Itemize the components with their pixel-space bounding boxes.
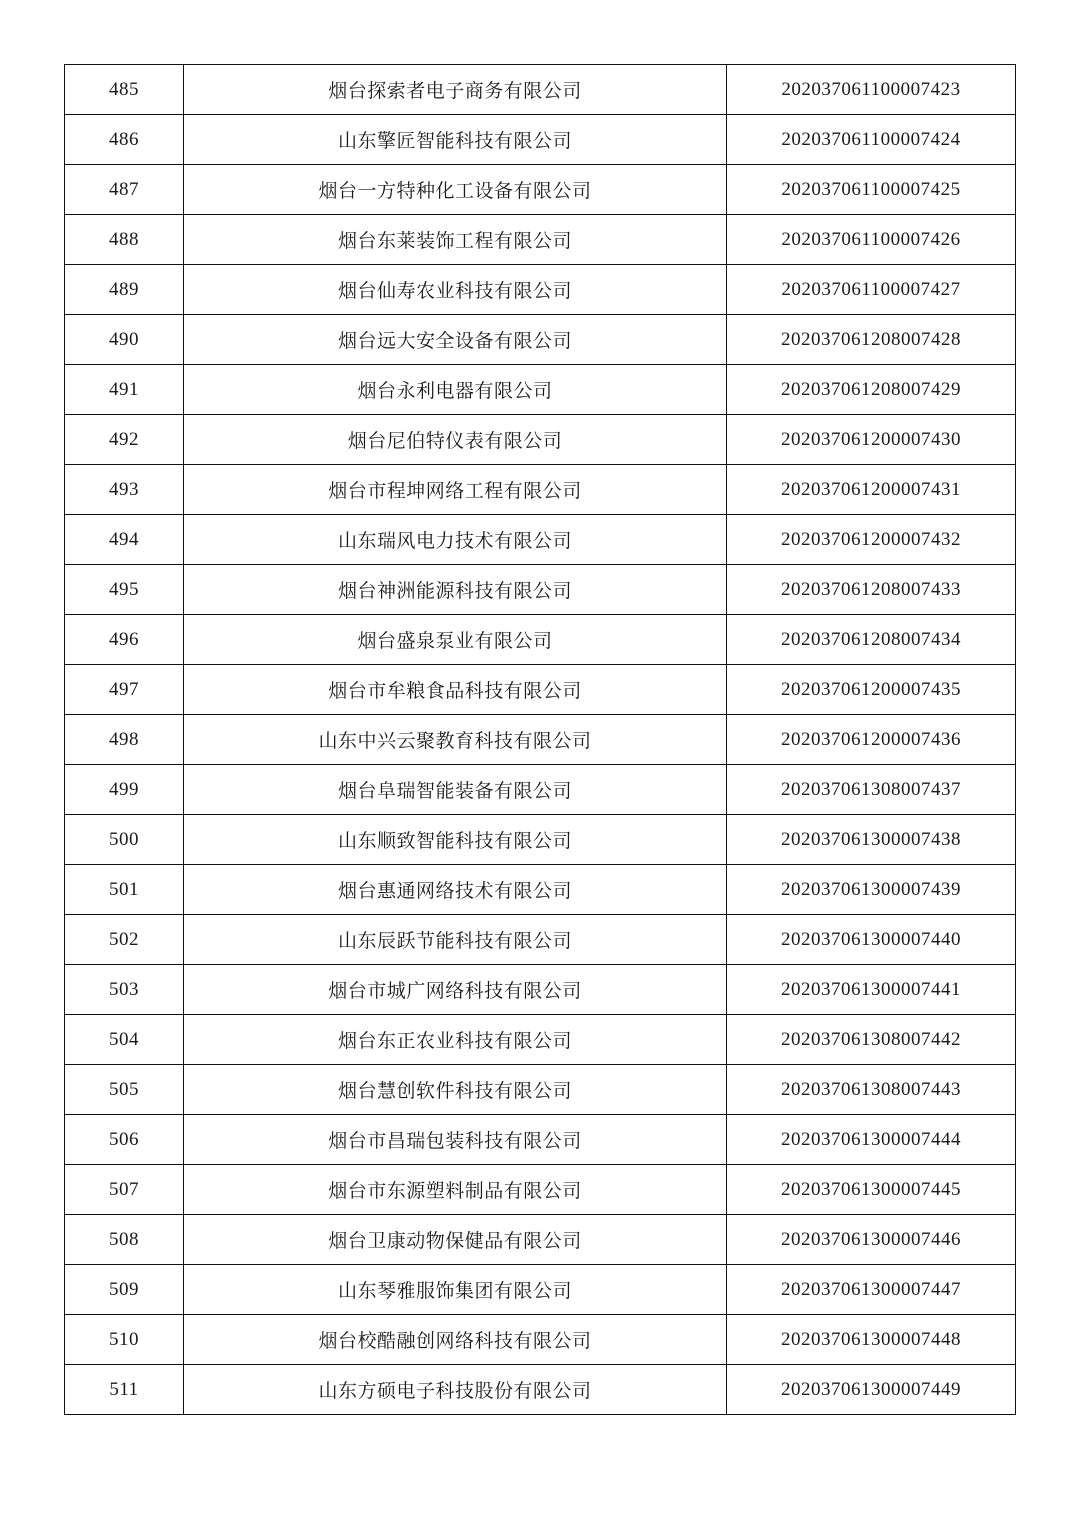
- table-body: [65, 65, 1016, 1415]
- company-name-cell: 烟台市牟粮食品科技有限公司: [184, 665, 727, 715]
- company-name-cell: 烟台东正农业科技有限公司: [184, 1015, 727, 1065]
- registration-code-cell: 202037061308007437: [727, 765, 1016, 815]
- row-number-cell: 502: [65, 915, 184, 965]
- company-name-cell: 山东瑞风电力技术有限公司: [184, 515, 727, 565]
- registration-code-cell: 202037061308007443: [727, 1065, 1016, 1115]
- registration-code-cell: 202037061208007433: [727, 565, 1016, 615]
- row-number-cell: 500: [65, 815, 184, 865]
- row-number-cell: 491: [65, 365, 184, 415]
- registration-code-cell: 202037061208007434: [727, 615, 1016, 665]
- table-row: [65, 1315, 1016, 1365]
- table-row: [65, 365, 1016, 415]
- row-number-cell: 501: [65, 865, 184, 915]
- company-name-cell: 烟台市昌瑞包装科技有限公司: [184, 1115, 727, 1165]
- table-row: [65, 1365, 1016, 1415]
- company-name-cell: 山东方硕电子科技股份有限公司: [184, 1365, 727, 1415]
- row-number-cell: 490: [65, 315, 184, 365]
- registration-code-cell: 202037061300007439: [727, 865, 1016, 915]
- company-name-cell: 烟台市东源塑料制品有限公司: [184, 1165, 727, 1215]
- company-name-cell: 烟台探索者电子商务有限公司: [184, 65, 727, 115]
- registration-code-cell: 202037061300007448: [727, 1315, 1016, 1365]
- row-number-cell: 498: [65, 715, 184, 765]
- table-row: [65, 665, 1016, 715]
- row-number-cell: 506: [65, 1115, 184, 1165]
- registration-code-cell: 202037061200007432: [727, 515, 1016, 565]
- table-row: [65, 765, 1016, 815]
- company-name-cell: 烟台市程坤网络工程有限公司: [184, 465, 727, 515]
- registration-code-cell: 202037061300007441: [727, 965, 1016, 1015]
- company-name-cell: 烟台校酷融创网络科技有限公司: [184, 1315, 727, 1365]
- registration-code-cell: 202037061200007436: [727, 715, 1016, 765]
- registration-code-cell: 202037061100007423: [727, 65, 1016, 115]
- table-row: [65, 165, 1016, 215]
- registration-code-cell: 202037061100007427: [727, 265, 1016, 315]
- registration-code-cell: 202037061208007428: [727, 315, 1016, 365]
- row-number-cell: 504: [65, 1015, 184, 1065]
- table-row: [65, 565, 1016, 615]
- table-row: [65, 465, 1016, 515]
- row-number-cell: 499: [65, 765, 184, 815]
- row-number-cell: 493: [65, 465, 184, 515]
- table-row: [65, 1065, 1016, 1115]
- company-name-cell: 烟台卫康动物保健品有限公司: [184, 1215, 727, 1265]
- registration-code-cell: 202037061300007445: [727, 1165, 1016, 1215]
- row-number-cell: 509: [65, 1265, 184, 1315]
- row-number-cell: 496: [65, 615, 184, 665]
- registration-code-cell: 202037061100007425: [727, 165, 1016, 215]
- registration-code-cell: 202037061300007444: [727, 1115, 1016, 1165]
- registration-code-cell: 202037061200007430: [727, 415, 1016, 465]
- table-row: [65, 1265, 1016, 1315]
- table-row: [65, 615, 1016, 665]
- company-name-cell: 山东顺致智能科技有限公司: [184, 815, 727, 865]
- row-number-cell: 488: [65, 215, 184, 265]
- row-number-cell: 503: [65, 965, 184, 1015]
- company-name-cell: 烟台远大安全设备有限公司: [184, 315, 727, 365]
- company-name-cell: 烟台市城广网络科技有限公司: [184, 965, 727, 1015]
- table-row: [65, 1165, 1016, 1215]
- table-row: [65, 65, 1016, 115]
- registration-code-cell: 202037061100007426: [727, 215, 1016, 265]
- registration-code-cell: 202037061300007438: [727, 815, 1016, 865]
- company-name-cell: 烟台慧创软件科技有限公司: [184, 1065, 727, 1115]
- company-name-cell: 山东琴雅服饰集团有限公司: [184, 1265, 727, 1315]
- table-row: [65, 315, 1016, 365]
- table-row: [65, 515, 1016, 565]
- table-row: [65, 415, 1016, 465]
- company-name-cell: 山东擎匠智能科技有限公司: [184, 115, 727, 165]
- row-number-cell: 485: [65, 65, 184, 115]
- row-number-cell: 495: [65, 565, 184, 615]
- company-name-cell: 山东中兴云聚教育科技有限公司: [184, 715, 727, 765]
- row-number-cell: 505: [65, 1065, 184, 1115]
- row-number-cell: 486: [65, 115, 184, 165]
- table-row: [65, 1115, 1016, 1165]
- table-row: [65, 715, 1016, 765]
- company-name-cell: 烟台神洲能源科技有限公司: [184, 565, 727, 615]
- company-registry-table: [64, 64, 1016, 1415]
- table-row: [65, 1015, 1016, 1065]
- row-number-cell: 507: [65, 1165, 184, 1215]
- row-number-cell: 489: [65, 265, 184, 315]
- registration-code-cell: 202037061200007435: [727, 665, 1016, 715]
- company-name-cell: 烟台东莱装饰工程有限公司: [184, 215, 727, 265]
- company-name-cell: 烟台惠通网络技术有限公司: [184, 865, 727, 915]
- company-name-cell: 烟台阜瑞智能装备有限公司: [184, 765, 727, 815]
- company-name-cell: 烟台一方特种化工设备有限公司: [184, 165, 727, 215]
- row-number-cell: 492: [65, 415, 184, 465]
- table-row: [65, 115, 1016, 165]
- registration-code-cell: 202037061300007446: [727, 1215, 1016, 1265]
- registration-code-cell: 202037061300007449: [727, 1365, 1016, 1415]
- registration-code-cell: 202037061300007440: [727, 915, 1016, 965]
- registration-code-cell: 202037061308007442: [727, 1015, 1016, 1065]
- table-row: [65, 815, 1016, 865]
- table-row: [65, 915, 1016, 965]
- table-row: [65, 1215, 1016, 1265]
- table-row: [65, 265, 1016, 315]
- table-row: [65, 215, 1016, 265]
- registration-code-cell: 202037061200007431: [727, 465, 1016, 515]
- table-row: [65, 965, 1016, 1015]
- row-number-cell: 510: [65, 1315, 184, 1365]
- company-name-cell: 烟台盛泉泵业有限公司: [184, 615, 727, 665]
- registration-code-cell: 202037061100007424: [727, 115, 1016, 165]
- company-name-cell: 烟台尼伯特仪表有限公司: [184, 415, 727, 465]
- row-number-cell: 508: [65, 1215, 184, 1265]
- row-number-cell: 487: [65, 165, 184, 215]
- registration-code-cell: 202037061208007429: [727, 365, 1016, 415]
- row-number-cell: 511: [65, 1365, 184, 1415]
- table-row: [65, 865, 1016, 915]
- company-name-cell: 烟台仙寿农业科技有限公司: [184, 265, 727, 315]
- row-number-cell: 494: [65, 515, 184, 565]
- registration-code-cell: 202037061300007447: [727, 1265, 1016, 1315]
- company-name-cell: 山东辰跃节能科技有限公司: [184, 915, 727, 965]
- row-number-cell: 497: [65, 665, 184, 715]
- company-name-cell: 烟台永利电器有限公司: [184, 365, 727, 415]
